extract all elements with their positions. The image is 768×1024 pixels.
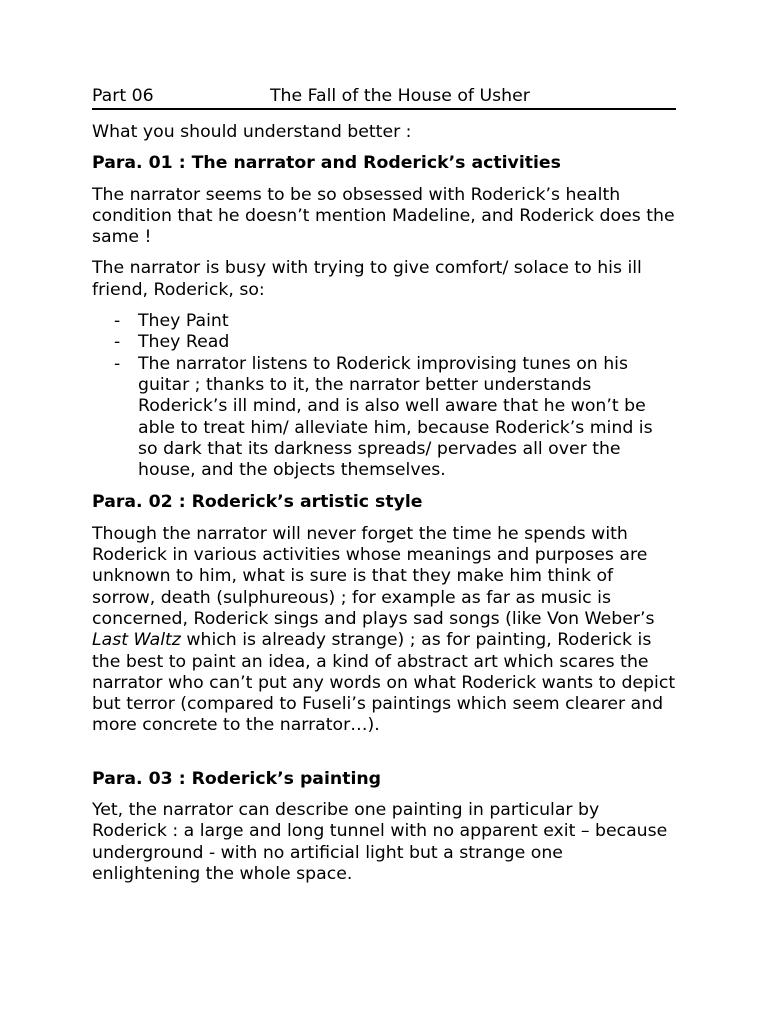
section-heading-para-03: Para. 03 : Roderick’s painting: [92, 768, 382, 789]
list-item-text: They Read: [138, 332, 230, 353]
part-number: Part 06: [92, 86, 154, 106]
document-page: [92, 86, 676, 885]
list-item: [92, 311, 676, 332]
list-item-text: They Paint: [138, 311, 229, 332]
paragraph-para-02-part-1: Though the narrator will never forget the time he spends with Roderick in various activities whose meanings and purposes are unknown to him, what is sure is that they make him think of sorrow, death (sulphureous) ; for example as far as music is concerned, Roderick sings and plays sad songs (like Von Weber’s: [92, 523, 655, 629]
document-title: The Fall of the House of Usher: [270, 86, 530, 106]
activities-list: [92, 311, 676, 481]
paragraph-para-01-a: The narrator seems to be so obsessed with Roderick’s health condition that he doesn’t mention Madeline, and Roderick does the same !: [92, 184, 675, 248]
section-heading-para-02: Para. 02 : Roderick’s artistic style: [92, 492, 423, 513]
list-item: [92, 332, 676, 353]
dash-bullet: -: [114, 353, 121, 374]
italic-title-last-waltz: Last Waltz: [92, 630, 181, 651]
document-header: [92, 86, 676, 110]
section-heading-para-01: Para. 01 : The narrator and Roderick’s activities: [92, 153, 561, 174]
list-item: [92, 354, 676, 482]
paragraph-para-03: Yet, the narrator can describe one painting in particular by Roderick : a large and long tunnel with no apparent exit – because underground - with no artificial light but a strange one enlightening the whole space.: [92, 800, 668, 884]
paragraph-para-02-part-2: which is already strange) ; as for painting, Roderick is the best to paint an idea, a kind of abstract art which scares the narrator who can’t put any words on what Roderick wants to depict but terror (compared to Fuseli’s paintings which seem clearer and more concrete to the narrator…).: [92, 630, 676, 736]
paragraph-para-01-b: The narrator is busy with trying to give comfort/ solace to his ill friend, Roderick, so:: [92, 258, 642, 300]
paragraph-para-02: [92, 524, 676, 737]
dash-bullet: -: [114, 311, 121, 332]
dash-bullet: -: [114, 332, 121, 353]
list-item-text: The narrator listens to Roderick improvising tunes on his guitar ; thanks to it, the narrator better understands Roderick’s ill mind, and is also well aware that he won’t be able to treat him/ alleviate him, because Roderick’s mind is so dark that its darkness spreads/ pervades all over the house, and the objects themselves.: [138, 353, 653, 481]
intro-text: What you should understand better :: [92, 122, 412, 142]
